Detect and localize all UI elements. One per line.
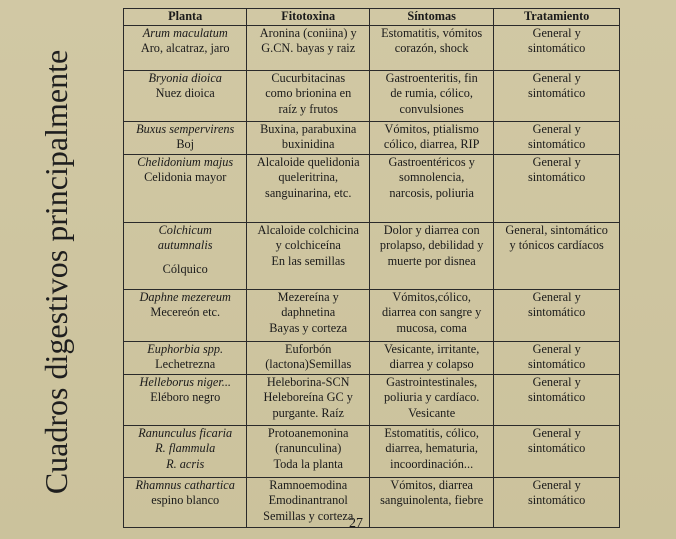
cell-tratamiento-line: General y xyxy=(532,374,581,389)
cell-sintomas-line: sanguinolenta, fiebre xyxy=(380,493,484,507)
table-header-row xyxy=(124,9,620,26)
cell-sintomas-line: somnolencia, xyxy=(399,170,465,184)
plant-common-name: Cólquico xyxy=(162,261,208,276)
plant-scientific-name: Rhamnus cathartica xyxy=(135,477,235,492)
cell-sintomas xyxy=(370,154,494,222)
table-row xyxy=(124,154,620,222)
cell-sintomas-line: poliuria y cardíaco. xyxy=(384,390,480,404)
cell-fitotoxina-line: y colchiceína xyxy=(275,238,341,252)
cell-tratamiento xyxy=(494,477,620,527)
cell-tratamiento-line: sintomático xyxy=(527,41,586,55)
cell-fitotoxina xyxy=(247,70,370,121)
table-row xyxy=(124,222,620,289)
cell-sintomas xyxy=(370,477,494,527)
cell-sintomas-line: diarrea, hematuria, xyxy=(385,441,478,455)
cell-tratamiento-line: General y xyxy=(532,121,581,136)
plant-common-name: espino blanco xyxy=(151,493,220,507)
plant-common-name: Mecereón etc. xyxy=(150,305,221,319)
plant-common-name: Nuez dioica xyxy=(155,86,215,100)
table-row xyxy=(124,121,620,154)
cell-tratamiento xyxy=(494,25,620,70)
cell-planta xyxy=(124,70,247,121)
cell-sintomas-line: diarrea y colapso xyxy=(389,357,474,371)
cell-tratamiento xyxy=(494,374,620,425)
cell-sintomas-line: de rumia, cólico, xyxy=(390,86,473,100)
cell-sintomas-line: narcosis, poliuria xyxy=(389,185,475,200)
plant-common-name: Lechetrezna xyxy=(155,357,216,371)
cell-fitotoxina xyxy=(247,121,370,154)
page-number: 27 xyxy=(349,516,363,531)
cell-planta xyxy=(124,425,247,477)
cell-fitotoxina-line: Protoanemonina xyxy=(267,425,349,440)
cell-tratamiento-line: General y xyxy=(532,70,581,85)
cell-tratamiento-line: sintomático xyxy=(527,170,586,184)
cell-fitotoxina-line: Cucurbitacinas xyxy=(271,70,346,85)
cell-fitotoxina-line: Ramnoemodina xyxy=(269,477,348,492)
phytotoxin-table xyxy=(123,8,620,528)
cell-tratamiento-line: General y xyxy=(532,425,581,440)
cell-tratamiento xyxy=(494,154,620,222)
cell-planta xyxy=(124,341,247,374)
cell-tratamiento-line: sintomático xyxy=(527,137,586,151)
cell-planta xyxy=(124,25,247,70)
cell-fitotoxina xyxy=(247,25,370,70)
cell-fitotoxina-line: G.CN. bayas y raiz xyxy=(261,41,356,55)
cell-fitotoxina xyxy=(247,222,370,289)
cell-planta xyxy=(124,154,247,222)
cell-fitotoxina-line: Semillas y corteza xyxy=(263,508,354,523)
cell-fitotoxina-line: Heleboreína GC y xyxy=(263,390,353,404)
cell-fitotoxina-line: Bayas y corteza xyxy=(269,320,348,335)
cell-fitotoxina-line: (ranunculina) xyxy=(275,441,342,455)
side-title-text: Cuadros digestivos principalmente xyxy=(38,49,74,495)
cell-fitotoxina-line: raíz y frutos xyxy=(278,101,338,116)
cell-sintomas xyxy=(370,374,494,425)
table-row xyxy=(124,477,620,527)
table-row xyxy=(124,25,620,70)
table-row xyxy=(124,289,620,341)
cell-planta xyxy=(124,289,247,341)
cell-sintomas xyxy=(370,222,494,289)
cell-sintomas-line: Vesicante xyxy=(408,405,456,420)
cell-tratamiento-line: General y xyxy=(532,154,581,169)
cell-tratamiento-line: sintomático xyxy=(527,86,586,100)
cell-tratamiento-line: General y xyxy=(532,289,581,304)
cell-tratamiento xyxy=(494,289,620,341)
cell-sintomas-line: Gastrointestinales, xyxy=(386,374,478,389)
plant-common-name: Boj xyxy=(176,137,195,151)
plant-scientific-name: Colchicum xyxy=(158,222,212,237)
cell-tratamiento xyxy=(494,425,620,477)
cell-sintomas xyxy=(370,341,494,374)
cell-fitotoxina-line: queleritrina, xyxy=(278,170,339,184)
plant-common-name: Aro, alcatraz, jaro xyxy=(140,41,230,55)
header-tratamiento: Tratamiento xyxy=(494,9,620,26)
cell-fitotoxina-line: Emodinantranol xyxy=(268,493,348,507)
cell-sintomas-line: Estomatitis, cólico, xyxy=(384,425,479,440)
cell-sintomas-line: Vómitos, ptialismo xyxy=(384,121,479,136)
plant-common-name: Celidonia mayor xyxy=(144,170,227,184)
cell-fitotoxina-line: Aronina (coniina) y xyxy=(259,25,357,40)
cell-sintomas-line: cólico, diarrea, RIP xyxy=(383,137,480,151)
cell-sintomas-line: prolapso, debilidad y xyxy=(379,238,484,252)
cell-sintomas-line: muerte por disnea xyxy=(387,253,476,268)
cell-sintomas-line: Gastroentéricos y xyxy=(388,154,475,169)
cell-sintomas-line: Vómitos, diarrea xyxy=(390,477,473,492)
plant-scientific-name: R. flammula xyxy=(155,441,216,455)
cell-sintomas xyxy=(370,425,494,477)
cell-sintomas-line: convulsiones xyxy=(399,101,464,116)
cell-tratamiento xyxy=(494,70,620,121)
cell-fitotoxina xyxy=(247,341,370,374)
cell-fitotoxina-line: Alcaloide colchicina xyxy=(257,222,359,237)
cell-sintomas-line: Vesicante, irritante, xyxy=(384,341,480,356)
plant-scientific-name: autumnalis xyxy=(157,238,213,252)
plant-scientific-name: Ranunculus ficaria xyxy=(138,425,233,440)
cell-sintomas-line: incoordinación... xyxy=(390,456,474,471)
cell-sintomas-line: corazón, shock xyxy=(394,41,469,55)
cell-fitotoxina-line: En las semillas xyxy=(271,253,346,268)
cell-fitotoxina-line: (lactona)Semillas xyxy=(265,357,352,371)
cell-fitotoxina-line: buxinidina xyxy=(281,137,335,151)
cell-planta xyxy=(124,121,247,154)
cell-sintomas-line: Vómitos,cólico, xyxy=(392,289,471,304)
cell-fitotoxina-line: Mezereína y xyxy=(277,289,339,304)
cell-fitotoxina xyxy=(247,425,370,477)
cell-fitotoxina-line: como brionina en xyxy=(265,86,352,100)
header-fitotoxina: Fitotoxina xyxy=(247,9,370,26)
cell-tratamiento-line: General y xyxy=(532,477,581,492)
plant-scientific-name: Arum maculatum xyxy=(142,25,228,40)
table-row xyxy=(124,425,620,477)
cell-sintomas-line: Estomatitis, vómitos xyxy=(381,25,483,40)
cell-sintomas-line: Gastroenteritis, fin xyxy=(385,70,478,85)
plant-scientific-name: R. acris xyxy=(166,456,205,471)
plant-common-name: Eléboro negro xyxy=(150,390,221,404)
cell-sintomas-line: Dolor y diarrea con xyxy=(383,222,480,237)
cell-fitotoxina xyxy=(247,374,370,425)
plant-common-name xyxy=(127,254,243,262)
table-row xyxy=(124,374,620,425)
cell-fitotoxina-line: Buxina, parabuxina xyxy=(260,121,357,136)
cell-fitotoxina-line: purgante. Raíz xyxy=(272,405,344,420)
cell-sintomas xyxy=(370,25,494,70)
table-row xyxy=(124,341,620,374)
cell-tratamiento-line: General y xyxy=(532,341,581,356)
plant-scientific-name: Bryonia dioica xyxy=(148,70,222,85)
cell-tratamiento-line: sintomático xyxy=(527,441,586,455)
cell-fitotoxina xyxy=(247,154,370,222)
cell-tratamiento-line: y tónicos cardíacos xyxy=(509,238,604,252)
side-title xyxy=(0,0,112,539)
plant-scientific-name: Helleborus niger... xyxy=(139,374,231,389)
cell-sintomas xyxy=(370,289,494,341)
cell-tratamiento-line: sintomático xyxy=(527,357,586,371)
cell-sintomas-line: mucosa, coma xyxy=(396,320,467,335)
cell-planta xyxy=(124,222,247,289)
cell-tratamiento xyxy=(494,341,620,374)
plant-scientific-name: Buxus sempervirens xyxy=(136,121,235,136)
cell-tratamiento xyxy=(494,222,620,289)
cell-sintomas xyxy=(370,70,494,121)
plant-scientific-name: Chelidonium majus xyxy=(137,154,234,169)
cell-tratamiento-line: sintomático xyxy=(527,493,586,507)
cell-fitotoxina-line: sanguinarina, etc. xyxy=(265,185,352,200)
cell-fitotoxina-line: Toda la planta xyxy=(273,456,343,471)
cell-fitotoxina-line: Heleborina-SCN xyxy=(266,374,350,389)
cell-tratamiento-line: sintomático xyxy=(527,390,586,404)
plant-scientific-name: Daphne mezereum xyxy=(139,289,231,304)
cell-sintomas xyxy=(370,121,494,154)
cell-fitotoxina-line: daphnetina xyxy=(281,305,336,319)
cell-planta xyxy=(124,374,247,425)
cell-fitotoxina xyxy=(247,289,370,341)
cell-fitotoxina-line: Euforbón xyxy=(285,341,332,356)
cell-tratamiento xyxy=(494,121,620,154)
cell-planta xyxy=(124,477,247,527)
header-sintomas: Síntomas xyxy=(370,9,494,26)
cell-sintomas-line: diarrea con sangre y xyxy=(381,305,482,319)
cell-fitotoxina-line: Alcaloide quelidonia xyxy=(256,154,360,169)
table-body xyxy=(124,25,620,527)
header-planta: Planta xyxy=(124,9,247,26)
table-row xyxy=(124,70,620,121)
cell-tratamiento-line: General y xyxy=(532,25,581,40)
plant-scientific-name: Euphorbia spp. xyxy=(147,341,224,356)
cell-tratamiento-line: sintomático xyxy=(527,305,586,319)
cell-tratamiento-line: General, sintomático xyxy=(505,222,608,237)
